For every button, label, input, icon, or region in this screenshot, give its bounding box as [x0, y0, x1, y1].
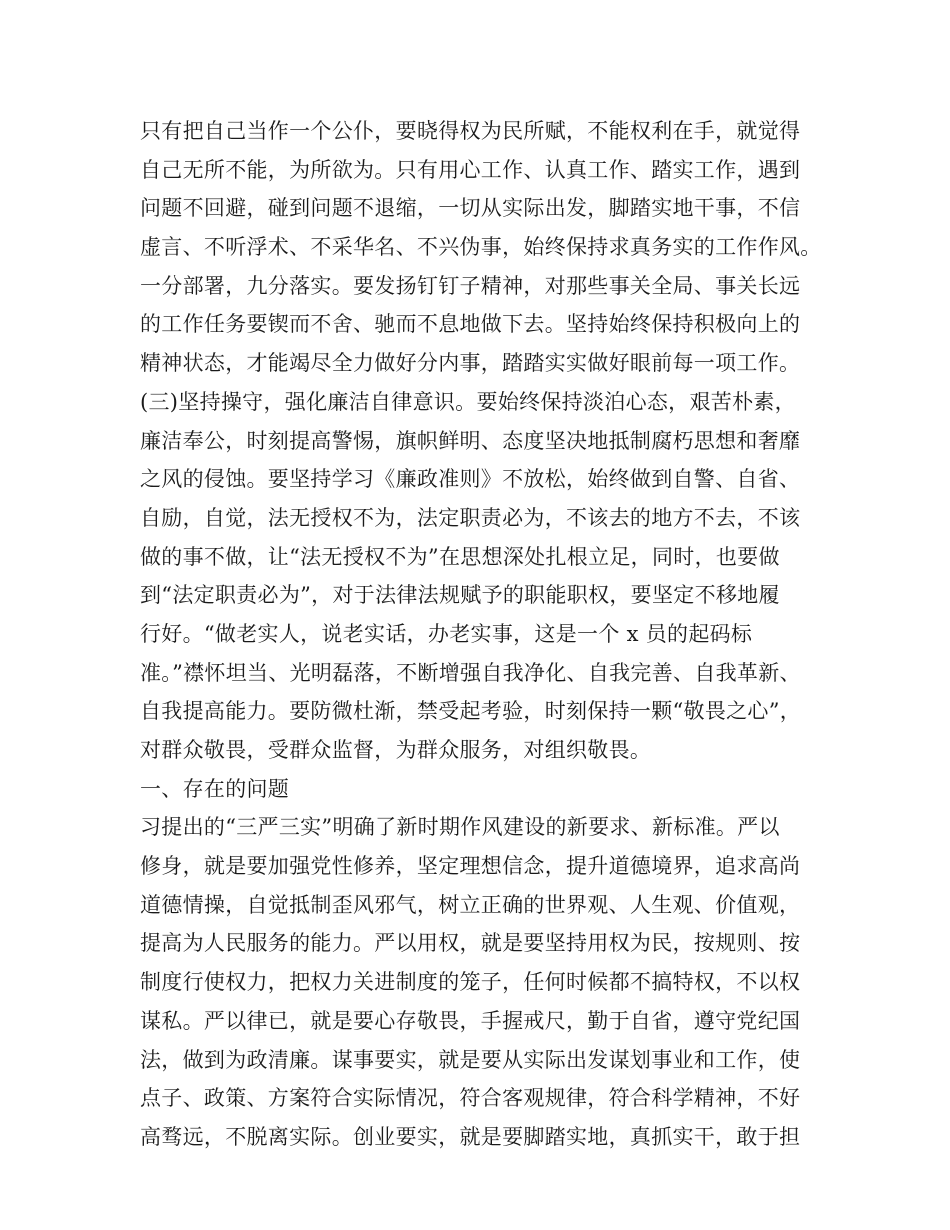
text-line: 自励，自觉，法无授权不为，法定职责必为，不该去的地方不去，不该 — [140, 505, 801, 530]
text-line: 行好。“做老实人，说老实话，办老实事，这是一个 x 员的起码标 — [140, 621, 753, 646]
text-line: 点子、政策、方案符合实际情况，符合客观规律，符合科学精神，不好 — [140, 1086, 801, 1111]
text-line: 自己无所不能，为所欲为。只有用心工作、认真工作、踏实工作，遇到 — [140, 157, 801, 182]
text-line: 的工作任务要锲而不舍、驰而不息地做下去。坚持始终保持积极向上的 — [140, 312, 801, 337]
text-line: 提高为人民服务的能力。严以用权，就是要坚持用权为民，按规则、按 — [140, 931, 801, 956]
text-line: 谋私。严以律已，就是要心存敬畏，手握戒尺，勤于自省，遵守党纪国 — [140, 1008, 801, 1033]
text-line: 制度行使权力，把权力关进制度的笼子，任何时候都不搞特权，不以权 — [140, 970, 801, 995]
text-line: 之风的侵蚀。要坚持学习《廉政准则》不放松，始终做到自警、自省、 — [140, 467, 801, 492]
text-line: 修身，就是要加强党性修养，坚定理想信念，提升道德境界，追求高尚 — [140, 854, 801, 879]
text-line: 准。”襟怀坦当、光明磊落，不断增强自我净化、自我完善、自我革新、 — [140, 660, 801, 685]
document-body — [140, 112, 830, 1157]
text-line: 自我提高能力。要防微杜渐，禁受起考验，时刻保持一颗“敬畏之心”， — [140, 699, 802, 724]
section-heading-1: 一、存在的问题 — [140, 776, 290, 801]
text-line: 精神状态，才能竭尽全力做好分内事，踏踏实实做好眼前每一项工作。 — [140, 351, 801, 376]
text-line: 习提出的“三严三实”明确了新时期作风建设的新要求、新标准。严以 — [140, 815, 780, 840]
text-line: 廉洁奉公，时刻提高警惕，旗帜鲜明、态度坚决地抵制腐朽思想和奢靡 — [140, 428, 801, 453]
text-line: 道德情操，自觉抵制歪风邪气，树立正确的世界观、人生观、价值观， — [140, 892, 801, 917]
text-line: 做的事不做，让“法无授权不为”在思想深处扎根立足，同时，也要做 — [140, 544, 780, 569]
text-line: 高骛远，不脱离实际。创业要实，就是要脚踏实地，真抓实干，敢于担 — [140, 1124, 801, 1149]
text-line: 一分部署，九分落实。要发扬钉钉子精神，对那些事关全局、事关长远 — [140, 273, 801, 298]
text-line: 虚言、不听浮术、不采华名、不兴伪事，始终保持求真务实的工作作风。 — [140, 235, 822, 260]
text-line: 问题不回避，碰到问题不退缩，一切从实际出发，脚踏实地干事，不信 — [140, 196, 801, 221]
text-line: 只有把自己当作一个公仆，要晓得权为民所赋，不能权利在手，就觉得 — [140, 119, 801, 143]
text-line: 到“法定职责必为”，对于法律法规赋予的职能职权，要坚定不移地履 — [140, 583, 780, 608]
section-heading-3: (三)坚持操守，强化廉洁自律意识。要始终保持淡泊心态，艰苦朴素， — [140, 389, 796, 414]
text-line: 法，做到为政清廉。谋事要实，就是要从实际出发谋划事业和工作，使 — [140, 1047, 801, 1072]
text-line: 对群众敬畏，受群众监督，为群众服务，对组织敬畏。 — [140, 738, 652, 762]
